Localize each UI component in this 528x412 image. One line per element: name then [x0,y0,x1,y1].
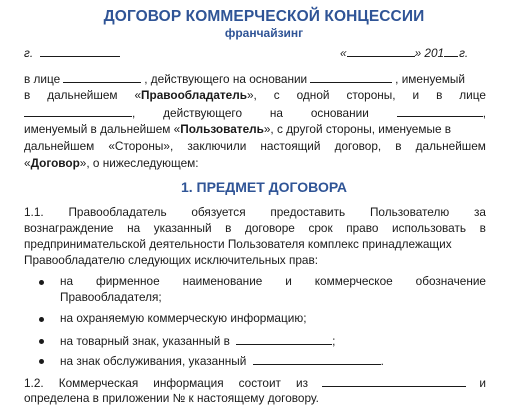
service-mark-blank[interactable] [253,353,381,365]
bullet-word: коммерческое [314,274,393,288]
trademark-blank[interactable] [236,333,332,345]
clause-1-1-line-3: предпринимательской деятельности Пользователя комплекс принадлежащих [24,237,452,251]
bullet-word: наименование [182,274,263,288]
bullet-text: на товарный знак, указанный в [60,334,230,348]
place-line [24,45,120,60]
clause-word: право [346,221,379,235]
date-open-quote: « [340,46,347,60]
preamble-line-6 [24,156,199,170]
clause-1-1-line-1 [24,205,486,219]
preamble-word: на [269,106,283,120]
bullet-word: на [60,274,74,288]
preamble-line-1 [24,71,486,86]
preamble-word: настоящий [260,139,321,153]
clause-word: использовать [392,221,467,235]
document-subtitle: франчайзинг [224,26,304,40]
representative-blank-1[interactable] [63,71,141,83]
basis-blank-2[interactable] [397,105,483,117]
quote-close: », [246,88,257,102]
preamble-text: именуемый в дальнейшем « [24,122,181,136]
preamble-word: в [395,139,402,153]
date-line [340,45,468,60]
bullet-text: . [380,354,384,368]
preamble-word: действующего [163,106,242,120]
preamble-line-3 [24,105,486,120]
preamble-line-5 [24,139,486,153]
place-prefix: г. [24,46,34,60]
clause-word: в [479,221,486,235]
preamble-text: », о нижеследующем: [79,156,199,170]
clause-word: договоре [244,221,295,235]
preamble-word: основании [310,106,369,120]
clause-1-2-lead [24,376,308,390]
city-blank[interactable] [40,45,120,57]
bullet-word: и [285,274,292,288]
clause-1-1-line-4: Правообладателю следующих исключительных прав: [24,253,319,267]
preamble-word: одной [296,88,330,102]
clause-1-2-line-1 [24,375,486,390]
bullet-word: обозначение [415,274,486,288]
preamble-word: с [273,88,280,102]
basis-blank-1[interactable] [310,71,392,83]
clause-word: и [479,376,486,390]
date-day-month-blank[interactable] [347,45,415,57]
bullet-marker [39,317,44,322]
bullet-item-1-line-1 [60,274,486,288]
clause-word: вознаграждение [24,221,114,235]
clause-word: в [225,221,232,235]
clause-1-2-line-2: определена в приложении № к настоящему договору. [24,391,319,405]
preamble-word: заключили [187,139,247,153]
party-contract: Договор [30,156,80,170]
preamble-word: , [482,106,486,120]
bullet-marker [39,359,44,364]
date-year: » 201 [414,46,445,60]
clause-number: 1.1. [24,205,44,219]
party-rightholder-quote [134,88,256,102]
preamble-word: дальнейшем [47,88,118,102]
bullet-text: ; [332,334,336,348]
bullet-word: фирменное [95,274,160,288]
clause-word: из [295,376,308,390]
clause-word: срок [308,221,333,235]
preamble-text: , именуемый [395,72,465,86]
bullet-item-2: на охраняемую коммерческую информацию; [60,311,307,325]
preamble-text: « [24,156,31,170]
preamble-text: , действующего на основании [144,72,308,86]
commercial-info-blank[interactable] [322,375,466,387]
clause-1-1-line-2 [24,221,486,235]
bullet-text: на знак обслуживания, указанный [60,354,247,368]
preamble-line-4 [24,122,451,136]
preamble-word: «Стороны», [108,139,174,153]
preamble-text: в лице [24,72,61,86]
clause-word: обязуется [191,205,246,219]
clause-word: Пользователю [369,205,450,219]
bullet-item-3 [60,333,335,348]
preamble-word: и [412,88,420,102]
quote-open: « [134,88,142,102]
bullet-item-1-line-2: Правообладателя; [60,290,162,304]
bullet-marker [39,280,44,285]
document-title: ДОГОВОР КОММЕРЧЕСКОЙ КОНЦЕССИИ [103,8,425,25]
clause-word: указанный [153,221,212,235]
preamble-word: в [24,88,31,102]
representative-blank-2[interactable] [24,105,132,117]
preamble-word: дальнейшем [24,139,95,153]
preamble-word: договор, [334,139,382,153]
preamble-word: лице [459,88,486,102]
clause-word: предоставить [270,205,346,219]
preamble-word: стороны, [346,88,396,102]
party-user: Пользователь [180,122,264,136]
clause-word: информация [153,376,224,390]
clause-word: состоит [238,376,281,390]
clause-number: 1.2. [24,376,44,390]
preamble-text: », с другой стороны, именуемые в [263,122,452,136]
clause-word: Правообладатель [68,205,167,219]
bullet-marker [39,339,44,344]
section-heading: 1. ПРЕДМЕТ ДОГОВОРА [180,179,348,195]
preamble-word: в [436,88,443,102]
date-year-blank[interactable] [444,45,458,57]
bullet-item-4 [60,353,384,368]
preamble-line-2 [24,88,486,102]
date-suffix: г. [459,46,469,60]
party-rightholder: Правообладатель [141,88,247,102]
clause-word: на [127,221,141,235]
preamble-word: , [132,106,136,120]
clause-word: за [473,205,486,219]
clause-word: Коммерческая [58,376,139,390]
preamble-word: дальнейшем [415,139,486,153]
